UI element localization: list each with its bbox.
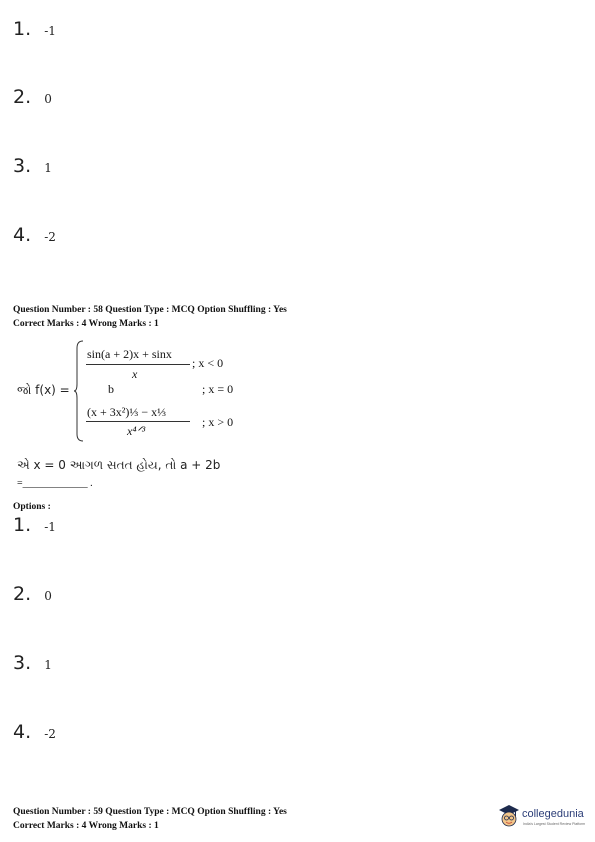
case1-denominator: x xyxy=(132,367,138,381)
option-number: 3. xyxy=(13,652,32,674)
q58-option-1[interactable] xyxy=(13,514,56,536)
option-number: 1. xyxy=(13,514,32,536)
q58-statement: એ x = 0 આગળ સતત હોય, તો a + 2b xyxy=(17,458,221,472)
option-value: -1 xyxy=(44,24,56,38)
option-value: -2 xyxy=(44,230,56,244)
option-value: 1 xyxy=(44,658,52,672)
logo-name: collegedunia xyxy=(522,808,584,820)
piecewise-brace xyxy=(73,340,85,442)
q58-meta-line2: Correct Marks : 4 Wrong Marks : 1 xyxy=(13,319,159,329)
case3-denominator: x⁴ᐟ³ xyxy=(127,424,146,438)
case1-condition: ; x < 0 xyxy=(192,356,224,370)
option-value: -2 xyxy=(44,727,56,741)
q58-options-label: Options : xyxy=(13,502,51,512)
option-value: 0 xyxy=(44,589,52,603)
case2-condition: ; x = 0 xyxy=(202,382,234,396)
option-value: 1 xyxy=(44,161,52,175)
option-number: 1. xyxy=(13,18,32,40)
q58-option-2[interactable] xyxy=(13,583,52,605)
case3-condition: ; x > 0 xyxy=(202,415,234,429)
graduate-mascot-icon xyxy=(498,804,520,828)
option-value: -1 xyxy=(44,520,56,534)
option-number: 4. xyxy=(13,224,32,246)
case3-numerator: (x + 3x²)⅓ − x⅓ xyxy=(87,405,167,419)
option-number: 4. xyxy=(13,721,32,743)
top-option-4[interactable] xyxy=(13,224,56,246)
q58-option-3[interactable] xyxy=(13,652,52,674)
option-number: 2. xyxy=(13,86,32,108)
q58-meta-line1: Question Number : 58 Question Type : MCQ Option Shuffling : Yes xyxy=(13,305,287,315)
case1-fraction-bar xyxy=(86,364,190,365)
top-option-1[interactable] xyxy=(13,18,56,40)
case1-numerator: sin(a + 2)x + sinx xyxy=(87,347,172,361)
q59-meta-line1: Question Number : 59 Question Type : MCQ Option Shuffling : Yes xyxy=(13,807,287,817)
case2-value: b xyxy=(108,382,114,396)
option-value: 0 xyxy=(44,92,52,106)
q59-meta-line2: Correct Marks : 4 Wrong Marks : 1 xyxy=(13,821,159,831)
case3-fraction-bar xyxy=(86,421,190,422)
top-option-3[interactable] xyxy=(13,155,52,177)
function-intro: જો f(x) = xyxy=(17,383,70,397)
q58-answer-blank: =_____________ . xyxy=(17,478,93,489)
option-number: 3. xyxy=(13,155,32,177)
option-number: 2. xyxy=(13,583,32,605)
top-option-2[interactable] xyxy=(13,86,52,108)
logo-tagline: India's Largest Student Review Platform xyxy=(523,822,586,826)
q58-option-4[interactable] xyxy=(13,721,56,743)
